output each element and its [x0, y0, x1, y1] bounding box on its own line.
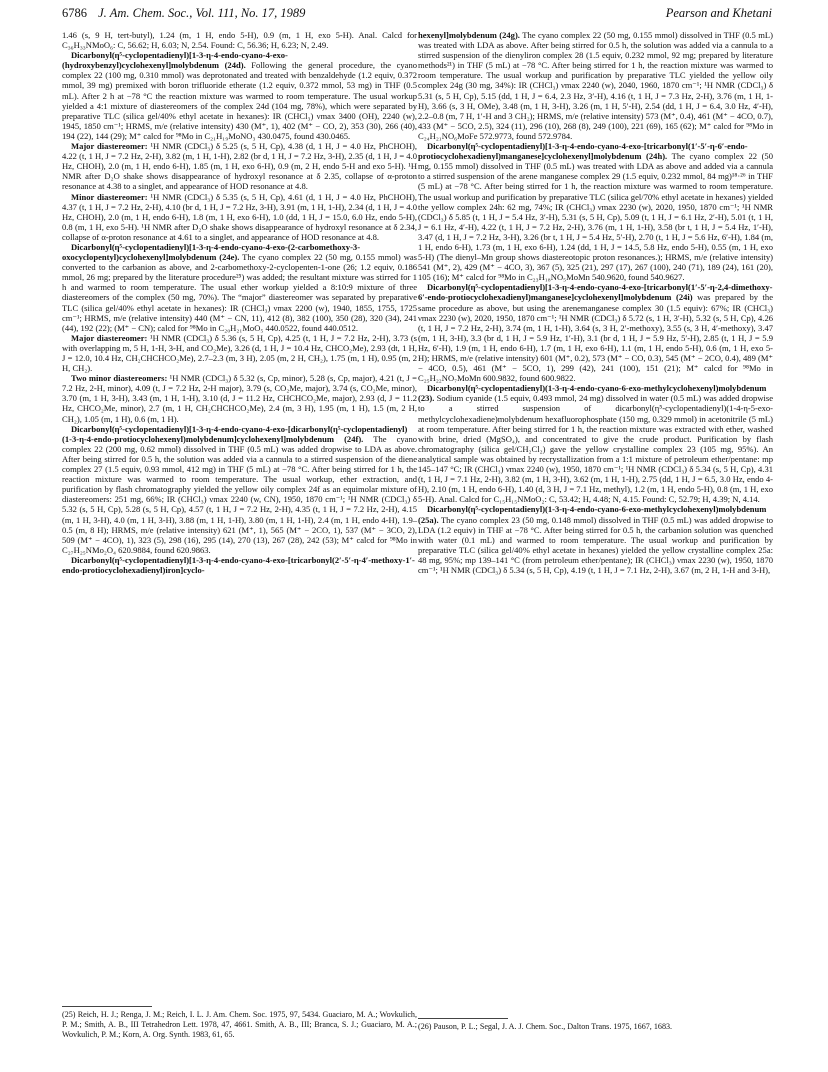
paragraph-text: The cyano complex 22 (50 mg, 0.155 mmol) was converted to the carbanion as above, and 2-carbomethoxy-2-cyclopenten-1-one (26; 1.2 equiv, 0.186 mmol, 26 mg; prepared by the literature procedure²⁵) was added; the resultant mixture was stirred for 1 h and warmed to room temperature. The usual ether workup yielded a 8:10:9 mixture of three diastereomers of the complex (50 mg, 70%). The “major” diastereomer was separated by preparative TLC (silica gel/40% ethyl acetate in hexanes): IR (CHCl₃) νmax 2200 (w), 1940, 1855, 1755, 1725 cm⁻¹; HRMS, m/e (relative intensity) 440 (M⁺ − CN, 11), 412 (8), 382 (100), 350 (28), 320 (34), 241 (44), 192 (22); (M⁺ − CN); calcd for ⁹⁸Mo in C₂₀H₂₁MoO₅ 440.0522, found 440.0512.	[62, 252, 417, 333]
paragraph-text: The cyano complex 23 (50 mg, 0.148 mmol) dissolved in THF (0.5 mL) was added dropwise to LDA (1.2 equiv) in THF at −78 °C. After being stirred for 0.5 h, the carbanion solution was quenched with water (0.1 mL) and warmed to room temperature. The usual workup and purification by preparative TLC (silica gel/40% ethyl acetate in hexanes) yielded the yellow crystalline complex 25a: 48 mg, 95%; mp 139–141 °C (from petroleum ether/pentane); IR (CHCl₃) νmax 2230 (w), 1950, 1870 cm⁻¹; ¹H NMR (CDCl₃) δ 5.34 (s, 5 H, Cp), 4.19 (t, 1 H, J = 7.1 Hz, 2-H), 3.67 (m, 2 H, 1-H and 3-H),	[418, 514, 773, 575]
paragraph-text: ¹H NMR (CDCl₃) δ 5.32 (s, Cp, minor), 5.28 (s, Cp, major), 4.21 (t, J = 7.2 Hz, 2-H, minor), 4.09 (t, J = 7.2 Hz, 2-H major), 3.79 (s, CO₂Me, major), 3.74 (s, CO₂Me, minor), 3.70 (m, 1 H, 3-H), 3.43 (m, 1 H, 1-H), 3.10 (d, J = 11.2 Hz, CHCHCO₂Me, major), 2.93 (d, J = 11.2 Hz, CHCO₂Me, minor), 2.7 (m, 1 H, CH₂CHCHCO₂Me), 2.4 (m, 3 H), 1.95 (m, 1 H), 1.5 (m, 2 H, CH₂), 1.05 (m, 1 H), 0.6 (m, 1 H).	[62, 373, 417, 424]
author-names: Pearson and Khetani	[665, 6, 772, 20]
compound-heading: Major diastereomer:	[71, 332, 148, 343]
paragraph-text: The cyano complex 22 (50 mg, 0.155 mmol) dissolved in THF (0.5 mL) was treated with LDA as above and added via a cannula to a stirred suspension of the arene manganese complex 29 (1.5 equiv, 0.232 mmol, 84 mg)¹⁸·²⁶ in THF (5 mL) at −78 °C. After being stirred for 1 h, the reaction mixture was warmed to room temperature. The usual workup and purification by preparative TLC (silica gel/70% ethyl acetate in hexanes) yielded the yellow complex 24h: 62 mg, 74%; IR (CHCl₃) νmax 2230 (w), 2020, 1950, 1870 cm⁻¹; ¹H NMR (CDCl₃) δ 5.85 (t, 1 H, J = 5.4 Hz, 3′-H), 5.31 (s, 5 H, Cp), 5.09 (t, 1 H, J = 6.1 Hz, 2′-H), 5.01 (t, 1 H, J = 6.1 Hz, 4′-H), 4.22 (t, 1 H, J = 7.2 Hz, 2-H), 3.76 (m, 1 H, 1-H), 3.58 (br t, 1 H, J = 5.4 Hz, 1′-H), 3.47 (d, 1 H, J = 7.2 Hz, 3-H), 3.26 (br t, 1 H, J = 5.4 Hz, 5′-H), 2.70 (t, 1 H, J = 5.6 Hz, 6′-H), 1.84 (m, 1 H, endo 6-H), 1.73 (m, 1 H, exo 6-H), 1.24 (dd, 1 H, J = 14.5, 5.8 Hz, endo 5-H), 0.55 (m, 1 H, exo 5-H) (The dienyl–Mn group shows diastereotopic proton resonances.); HRMS, m/e (relative intensity) 541 (M⁺, 2), 429 (M⁺ − 4CO, 3), 367 (5), 325 (21), 297 (17), 267 (100), 240 (71), 189 (24), 161 (20), 105 (16); M⁺ calcd for ⁹⁸Mo in C₂₃H₁₈NO₅MoMn 540.9620, found 540.9627.	[418, 151, 773, 283]
footnote-26: (26) Pauson, P. L.; Segal, J. A. J. Chem. Soc., Dalton Trans. 1975, 1667, 1683.	[418, 1022, 673, 1031]
compound-heading: Major diastereomer:	[71, 141, 148, 152]
paragraph-text: ¹H NMR (CDCl₃) δ 5.35 (s, 5 H, Cp), 4.61 (d, 1 H, J = 4.0 Hz, PhCHOH), 4.37 (t, 1 H, J = 7.2 Hz, 2-H), 4.10 (br d, 1 H, J = 7.2 Hz, 3-H), 3.91 (m, 1 H, 1-H), 2.34 (d, 1 H, J = 4.0 Hz, CHOH), 2.0 (m, 1 H, endo 6-H), 1.8 (m, 1 H, exo 6-H), 1.0 (dd, 1 H, J = 15.0, 6.0 Hz, endo 5-H), 0.8 (m, 1 H, exo 5-H). ¹H NMR after D₂O shake shows disappearance of hydroxyl resonance at δ 2.34, collapse of α-proton resonance at 4.61 to a singlet, and appearance of HOD resonance at 4.8.	[62, 191, 418, 242]
experimental-paragraph	[62, 192, 417, 242]
experimental-paragraph	[62, 424, 417, 555]
compound-heading: Dicarbonyl(η⁵-cyclopentadienyl)[1-3-η-4-endo-cyano-4-exo-(2-carbomethoxy-3-oxocyclopentyl)cyclohexenyl]molybdenum (24e).	[62, 241, 361, 263]
paragraph-text: The cyano complex 22 (50 mg, 0.155 mmol) dissolved in THF (0.5 mL) was treated with LDA as above. After being stirred for 0.5 h, the solution was added via a cannula to a stirred suspension of the dienyliron complex 28 (1.5 equiv, 0.232 mmol, 92 mg; prepared by literature methods²¹) in THF (5 mL) at −78 °C. After being stirred for 1 h, the reaction mixture was warmed to room temperature. The usual workup and purification by preparative TLC yielded the yellow oily complex 24g (30 mg, 34%): IR (CHCl₃) νmax 2240 (w), 2040, 1960, 1870 cm⁻¹; ¹H NMR (CDCl₃) δ 5.31 (s, 5 H, Cp), 5.15 (dd, 1 H, J = 6.4, 2.3 Hz, 3′-H), 4.16 (t, 1 H, J = 7.3 Hz, 2-H), 3.76 (m, 1 H, 1-H), 3.66 (s, 3 H, OMe), 3.48 (m, 1 H, 3-H), 3.26 (m, 1 H, 5′-H), 2.54 (dd, 1 H, J = 6.4, 3.0 Hz, 4′-H), 2.2–0.8 (m, 7 H, 1′-H and 3 CH₂); HRMS, m/e (relative intensity) 573 (M⁺, 0.4), 461 (M⁺ − 4CO, 0.7), 433 (M⁺ − 5CO, 2.5), 324 (11), 296 (10), 268 (8), 249 (100), 221 (69), 165 (62); M⁺ calcd for ⁹⁸Mo in C₂₄H₂₁NO₆MoFe 572.9773, found 572.9784.	[418, 30, 773, 141]
paragraph-text: The cyano complex 22 (200 mg, 0.62 mmol) dissolved in THF (0.5 mL) was added dropwise to LDA as above. After being stirred for 0.5 h, the solution was added via a cannula to a stirred suspension of the diene complex 27 (1.5 equiv, 0.93 mmol, 412 mg) in THF (5 mL) at −78 °C. After being stirred for 1 h, the reaction mixture was warmed to room temperature. The usual workup, ether extraction, and purification by flash chromatography yielded the yellow oily complex 24f as an equimolar mixture of diastereomers: 251 mg, 66%; IR (CHCl₃) νmax 2240 (w, CN), 1950, 1870 cm⁻¹; ¹H NMR (CDCl₃) δ 5.32 (s, 5 H, Cp), 5.28 (s, 5 H, Cp), 4.57 (t, 1 H, J = 7.2 Hz, 2-H), 4.35 (t, 1 H, J = 7.2 Hz, 2-H), 4.15 (m, 1 H, 3-H), 4.0 (m, 1 H, 3-H), 3.88 (m, 1 H, 1-H), 3.80 (m, 1 H, 1-H), 2.4 (m, 1 H, endo 4-H), 1.9–0.5 (m, 8 H); HRMS, m/e (relative intensity) 621 (M⁺, 1), 565 (M⁺ − 2CO, 1), 537 (M⁺ − 3CO, 2), 509 (M⁺ − 4CO), 1), 323 (5), 298 (16), 295 (14), 270 (13), 267 (28), 242 (53); M⁺ calcd for ⁹⁸Mo in C₂₇H₂₅NMo₂O₄ 620.9884, found 620.9863.	[62, 433, 417, 555]
experimental-paragraph	[62, 333, 417, 373]
journal-citation: J. Am. Chem. Soc., Vol. 111, No. 17, 1989	[98, 6, 306, 20]
compound-heading: Minor diastereomer:	[71, 191, 148, 202]
right-footnote	[418, 1022, 773, 1032]
left-column	[62, 30, 417, 575]
experimental-paragraph	[418, 504, 773, 575]
experimental-paragraph	[418, 383, 773, 504]
left-footnote-rule	[62, 1006, 152, 1007]
experimental-paragraph	[62, 373, 417, 423]
experimental-paragraph	[62, 30, 417, 50]
paragraph-text: Sodium cyanide (1.5 equiv, 0.493 mmol, 24 mg) dissolved in water (0.5 mL) was added dropwise to a stirred suspension of dicarbonyl(η⁵-cyclopentadienyl)(1-4-η-5-exo-methylcyclohexadiene)molybdenum hexafluorophosphate (150 mg, 0.329 mmol) in acetonitrile (5 mL) at room temperature. After being stirred for 1 h, the reaction mixture was extracted with ether, washed with brine, dried (MgSO₄), and concentrated to give the crude product. Purification by flash chromatography (silica gel/CH₂Cl₂) gave the yellow crystalline complex 23 (105 mg, 95%). An analytical sample was obtained by recrystallization from a 1:1 mixture of petroleum ether/pentane: mp 145–147 °C; IR (CHCl₃) νmax 2240 (w), 1950, 1870 cm⁻¹; ¹H NMR (CDCl₃) δ 5.34 (s, 5 H, Cp), 4.31 (t, 1 H, J = 7.1 Hz, 2-H), 3.82 (m, 1 H, 3-H), 3.62 (m, 1 H, 1-H), 2.75 (dd, 1 H, J = 6.5, 3.0 Hz, endo 4-H), 2.10 (m, 1 H, endo 6-H), 1.40 (d, 3 H, J = 7.1 Hz, methyl), 1.2 (m, 1 H, endo 5-H), 0.8 (m, 1 H, exo 5-H). Anal. Calcd for C₁₅H₁₅NMoO₂: C, 53.42; H, 4.48; N, 4.15. Found: C, 52.79; H, 4.39; N, 4.14.	[418, 393, 773, 505]
footnote-25: (25) Reich, H. J.; Renga, J. M.; Reich, I. L. J. Am. Chem. Soc. 1975, 97, 5434. Guaciaro, M. A.; Wovkulich, P. M.; Smith, A. B., III Tetrahedron Lett. 1978, 47, 4661. Smith, A. B., III; Branca, S. J.; Guaciaro, M. A.; Wovkulich, P. M.; Korn, A. Org. Synth. 1983, 61, 65.	[62, 1010, 417, 1039]
compound-heading: Dicarbonyl(η⁵-cyclopentadienyl)[1-3-η-4-endo-cyano-4-exo-[tricarbonyl(1′-5′-η-6′-endo-protiocyclohexadienyl)manganese]cyclohexenyl]molybdenum (24h).	[418, 141, 748, 162]
right-footnote-rule	[418, 1018, 508, 1019]
left-footnote	[62, 1010, 417, 1040]
experimental-paragraph	[62, 141, 417, 191]
paragraph-text: ¹H NMR (CDCl₃) δ 5.36 (s, 5 H, Cp), 4.25 (t, 1 H, J = 7.2 Hz, 2-H), 3.73 (s with overlapping m, 5 H, 1-H, 3-H, and CO₂Me), 3.26 (d, 1 H, J = 10.4 Hz, CHCO₂Me), 2.93 (dt, 1 H, J = 12.0, 10.4 Hz, CH₂CHCHCO₂Me), 2.7–2.3 (m, 3 H), 2.05 (m, 2 H, CH₂), 1.75 (m, 1 H), 0.95 (m, 2 H, CH₂).	[62, 332, 417, 374]
compound-heading: Dicarbonyl(η⁵-cyclopentadienyl)(1-3-η-4-endo-cyano-6-exo-methylcyclohexenyl)molybdenum (25a).	[418, 504, 767, 525]
paragraph-text: Following the general procedure, the cyano complex 22 (100 mg, 0.310 mmol) was deprotonated and treated with benzaldehyde (1.2 equiv, 0.372 mmol, 39 mg) premixed with boron trifluoride etherate (1.2 equiv, 0.372 mmol, 53 mg) in THF (0.5 mL). After 2 h at −78 °C the reaction mixture was warmed to room temperature. The usual workup yielded a 4:1 mixture of diastereomers of the complex 24d (104 mg, 78%), which were separated by preparative TLC (silica gel/40% ethyl acetate in hexanes): IR (CHCl₃) νmax 3400 (OH), 2240 (w), 1945, 1850 cm⁻¹; HRMS, m/e (relative intensity) 430 (M⁺, 1), 402 (M⁺ − CO, 2), 353 (30), 266 (40), 194 (22), 144 (29); M⁺ calcd for ⁹⁸Mo in C₂₁H₁₉MoNO₃ 430.0475, found 430.0465.	[62, 60, 417, 141]
experimental-paragraph	[62, 50, 417, 141]
right-column	[418, 30, 773, 575]
compound-heading: Dicarbonyl(η⁵-cyclopentadienyl)(1-3-η-4-endo-cyano-6-exo-methylcyclohexenyl)molybdenum (23).	[418, 383, 767, 404]
experimental-paragraph	[418, 282, 773, 383]
paragraph-text: 1.46 (s, 9 H, tert-butyl), 1.24 (m, 1 H, endo 5-H), 0.9 (m, 1 H, exo 5-H). Anal. Calcd for C₃₆H₃₃NMoO₆: C, 56.62; H, 6.03; N, 2.54. Found: C, 56.36; H, 6.23; N, 2.49.	[62, 30, 417, 51]
compound-heading: Dicarbonyl(η⁵-cyclopentadienyl)[1-3-η-4-endo-cyano-4-exo-[dicarbonyl(η⁵-cyclopentadienyl)(1-3-η-4-endo-protiocyclohexenyl)molybdenum]cyclohexenyl]molybdenum (24f).	[62, 423, 408, 444]
page-number: 6786	[62, 6, 87, 20]
compound-heading: Two minor diastereomers:	[71, 373, 168, 384]
compound-heading: hexenyl]molybdenum (24g).	[418, 30, 520, 40]
compound-heading: Dicarbonyl(η⁵-cyclopentadienyl)[1-3-η-4-endo-cyano-4-exo-[tricarbonyl(2′-5′-η-4′-methoxy-1′-endo-protiocyclohexadienyl)iron]cyclo-	[62, 554, 415, 575]
experimental-paragraph	[418, 30, 773, 141]
running-header	[62, 6, 772, 28]
paragraph-text: was prepared by the same procedure as above, but using the arenemanganese complex 30 (1.5 equiv): 67%; IR (CHCl₃) νmax 2230 (w), 2020, 1950, 1870 cm⁻¹; ¹H NMR (CDCl₃) δ 5.72 (s, 1 H, 3′-H), 5.32 (s, 5 H, Cp), 4.26 (t, 1 H, J = 7.2 Hz, 2-H), 3.74 (m, 1 H, 1-H), 3.64 (s, 3 H, 2′-methoxy), 3.55 (s, 3 H, 4′-methoxy), 3.47 (m, 1 H, 3-H), 3.3 (br d, 1 H, J = 5.9 Hz, 1′-H), 3.1 (br d, 1 H, J = 5.9 Hz, 5′-H), 2.85 (t, 1 H, J = 5.9 Hz, 6′-H), 1.9 (m, 1 H, endo 6-H), 1.7 (m, 1 H, exo 6-H), 1.1 (m, 1 H, endo 5-H), 0.6 (m, 1 H, exo 5-H); HRMS, m/e (relative intensity) 601 (M⁺, 0.2), 573 (M⁺ − CO, 0.3), 545 (M⁺ − 2CO, 0.4), 489 (M⁺ − 4CO, 0.5), 461 (M⁺ − 5CO, 1), 299 (42), 241 (100), 151 (21); M⁺ calcd for ⁹⁸Mo in C₂₅H₂₂NO₇MoMn 600.9832, found 600.9822.	[418, 292, 773, 384]
compound-heading: Dicarbonyl(η⁵-cyclopentadienyl)[1-3-η-4-endo-cyano-4-exo-(hydroxybenzyl)cyclohexenyl]molybdenum (24d).	[62, 50, 288, 71]
experimental-paragraph	[62, 555, 417, 575]
experimental-paragraph	[62, 242, 417, 333]
compound-heading: Dicarbonyl(η⁵-cyclopentadienyl)[1-3-η-4-endo-cyano-4-exo-[tricarbonyl(1′-5′-η-2,4-dimethoxy-6′-endo-protiocyclohexadienyl)manganese]cyclohexenyl]molybdenum (24i)	[418, 282, 773, 303]
paragraph-text: ¹H NMR (CDCl₃) δ 5.25 (s, 5 H, Cp), 4.38 (d, 1 H, J = 4.0 Hz, PhCHOH), 4.22 (t, 1 H, J = 7.2 Hz, 2-H), 3.82 (m, 1 H, 1-H), 2.82 (br d, 1 H, J = 7.2 Hz, 3-H), 2.35 (d, 1 H, J = 4.0 Hz, CHOH), 2.0 (m, 1 H, endo 6-H), 1.85 (m, 1 H, exo 6-H), 0.9 (m, 2 H, endo 5-H and exo 5-H). ¹H NMR after D₂O shake shows disappearance of hydroxyl resonance at δ 2.35, collapse of α-proton resonance at 4.38 to a singlet, and appearance of HOD resonance at 4.8.	[62, 141, 417, 192]
experimental-paragraph	[418, 141, 773, 282]
